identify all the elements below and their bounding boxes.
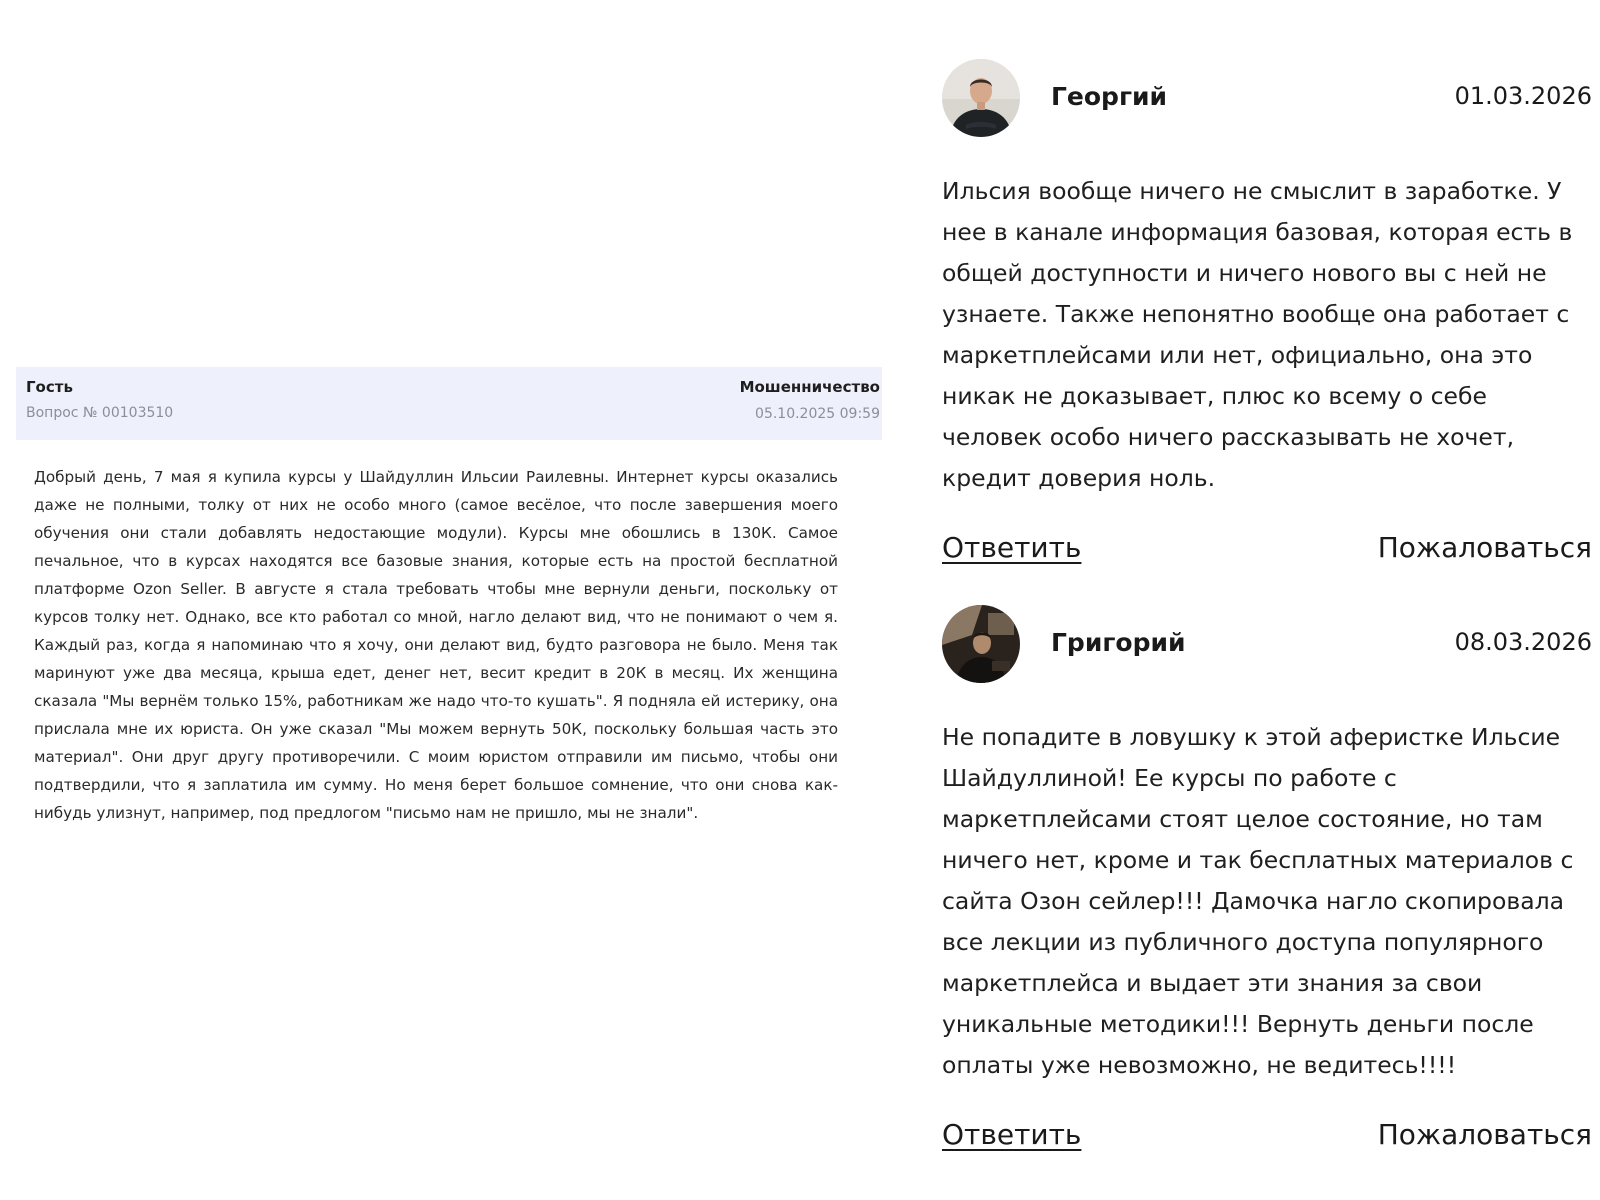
reply-link[interactable]: Ответить (942, 1118, 1082, 1151)
complain-link[interactable]: Пожаловаться (1377, 531, 1592, 564)
comment-author: Георгий (1051, 82, 1168, 111)
comment-item (942, 605, 1592, 1158)
comment-actions (942, 1118, 1592, 1158)
reply-link[interactable]: Ответить (942, 531, 1082, 564)
comments-list (942, 59, 1592, 1192)
question-datetime: 05.10.2025 09:59 (755, 406, 880, 422)
comment-date: 01.03.2026 (1454, 82, 1592, 110)
comment-text: Ильсия вообще ничего не смыслит в заработке. У нее в канале информация базовая, которая есть в общей доступности и ничего нового вы с ней не узнаете. Также непонятно вообще она работает с маркетплейсами или нет, официально, она это никак не доказывает, плюс ко всему о себе человек особо ничего рассказывать не хочет, кредит доверия ноль. (942, 177, 1573, 492)
user-photo-icon[interactable] (942, 605, 1020, 683)
question-body: Добрый день, 7 мая я купила курсы у Шайдуллин Ильсии Раилевны. Интернет курсы оказались даже не полными, толку от них не особо много (самое весёлое, что после завершения моего обучения они стали добавлять недостающие модули). Курсы мне обошлись в 130К. Самое печальное, что в курсах находятся все базовые знания, которые есть на простой бесплатной платформе Ozon Seller. В августе я стала требовать чтобы мне вернули деньги, поскольку от курсов толку нет. Однако, все кто работал со мной, нагло делают вид, что не понимают о чем я. Каждый раз, когда я напоминаю что я хочу, они делают вид, будто разговора не было. Меня так маринуют уже два месяца, крыша едет, денег нет, весит кредит в 20К в месяц. Их женщина сказала "Мы вернём только 15%, работникам же надо что-то кушать". Я подняла ей истерику, она прислала мне их юриста. Он уже сказал "Мы можем вернуть 50К, поскольку большая часть это материал". Они друг другу противоречили. С моим юристом отправили им письмо, чтобы они подтвердили, что я заплатила им сумму. Но меня берет большое сомнение, что они снова как-нибудь улизнут, например, под предлогом "письмо нам не пришло, мы не знали". (34, 468, 838, 822)
user-photo-icon[interactable] (942, 59, 1020, 137)
question-category: Мошенничество (739, 378, 880, 396)
comment-header (942, 605, 1592, 683)
comment-item (942, 59, 1592, 571)
question-number: Вопрос № 00103510 (26, 405, 174, 421)
comment-text: Не попадите в ловушку к этой аферистке Ильсие Шайдуллиной! Ее курсы по работе с маркетплейсами стоят целое состояние, но там ничего нет, кроме и так бесплатных материалов с сайта Озон сейлер!!! Дамочка нагло скопировала все лекции из публичного доступа популярного маркетплейса и выдает эти знания за свои уникальные методики!!! Вернуть деньги после оплаты уже невозможно, не ведитесь!!!! (942, 723, 1574, 1079)
question-author: Гость (26, 378, 73, 396)
complain-link[interactable]: Пожаловаться (1377, 1118, 1592, 1151)
question-header (16, 367, 882, 440)
comment-date: 08.03.2026 (1454, 628, 1592, 656)
comment-actions (942, 531, 1592, 571)
comment-header (942, 59, 1592, 137)
question-card (16, 367, 882, 827)
comment-author: Григорий (1051, 628, 1186, 657)
